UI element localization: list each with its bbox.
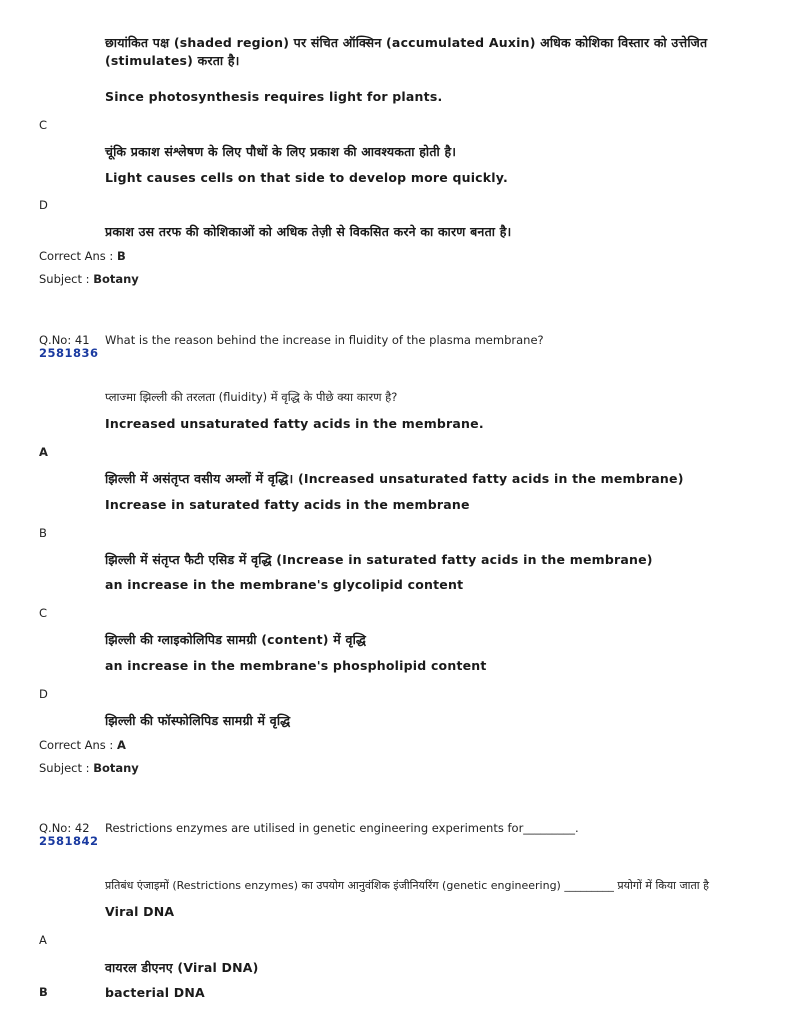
option-b-english: Increase in saturated fatty acids in the membrane: [105, 497, 470, 512]
option-b-hindi: झिल्ली में संतृप्त फैटी एसिड में वृद्धि (Increase in saturated fatty acids in the membrane): [105, 552, 653, 567]
option-a-hindi: झिल्ली में असंतृप्त वसीय अम्लों में वृद्धि। (Increased unsaturated fatty acids in the membrane): [105, 471, 684, 486]
subject-label: Subject :: [39, 272, 90, 286]
subject-value: Botany: [93, 272, 139, 286]
option-a-letter: A: [39, 445, 48, 459]
correct-answer: [39, 249, 126, 263]
option-b-letter: B: [39, 526, 47, 540]
option-c-hindi: झिल्ली की ग्लाइकोलिपिड सामग्री (content) में वृद्धि: [105, 632, 367, 647]
option-b-english: bacterial DNA: [105, 985, 205, 1000]
subject: [39, 272, 139, 286]
option-d-letter: D: [39, 687, 48, 701]
question-text-hindi: प्लाज्मा झिल्ली की तरलता (fluidity) में वृद्धि के पीछे क्या कारण है?: [105, 390, 398, 404]
option-a-english: Viral DNA: [105, 904, 175, 919]
subject: [39, 761, 139, 775]
option-a-letter: A: [39, 933, 47, 947]
correct-answer-label: Correct Ans :: [39, 738, 114, 752]
option-d-letter: D: [39, 198, 48, 212]
correct-answer-value: A: [116, 738, 126, 752]
option-c-letter: C: [39, 118, 48, 132]
question-number: Q.No: 41: [39, 333, 90, 347]
option-b-hindi: छायांकित पक्ष (shaded region) पर संचित ऑक्सिन (accumulated Auxin) अधिक कोशिका विस्तार को उत्तेजित (stimulates) करता है।: [105, 35, 708, 68]
option-d-english: an increase in the membrane's phospholipid content: [105, 658, 487, 673]
option-a-english: Increased unsaturated fatty acids in the membrane.: [105, 416, 484, 431]
question-id: 2581842: [39, 834, 99, 848]
question-text-english: Restrictions enzymes are utilised in genetic engineering experiments for_________.: [105, 821, 579, 835]
question-id: 2581836: [39, 346, 99, 360]
option-c-hindi: चूंकि प्रकाश संश्लेषण के लिए पौधों के लिए प्रकाश की आवश्यकता होती है।: [105, 144, 457, 159]
option-d-english: Light causes cells on that side to develop more quickly.: [105, 170, 508, 185]
question-number: Q.No: 42: [39, 821, 90, 835]
option-b-letter: B: [39, 985, 48, 999]
option-d-hindi: प्रकाश उस तरफ की कोशिकाओं को अधिक तेज़ी से विकसित करने का कारण बनता है।: [105, 224, 512, 239]
option-a-hindi: वायरल डीएनए (Viral DNA): [105, 960, 259, 975]
correct-answer: [39, 738, 126, 752]
subject-value: Botany: [93, 761, 139, 775]
question-text-hindi: प्रतिबंध एंजाइमों (Restrictions enzymes) का उपयोग आनुवंशिक इंजीनियरिंग (genetic engineering) _________ प्रयोगों में किया जाता है: [105, 879, 709, 892]
option-c-english: an increase in the membrane's glycolipid content: [105, 577, 464, 592]
option-c-letter: C: [39, 606, 48, 620]
question-text-english: What is the reason behind the increase in fluidity of the plasma membrane?: [105, 333, 544, 347]
correct-answer-label: Correct Ans :: [39, 249, 114, 263]
option-c-english: Since photosynthesis requires light for plants.: [105, 89, 443, 104]
correct-answer-value: B: [116, 249, 126, 263]
option-d-hindi: झिल्ली की फॉस्फोलिपिड सामग्री में वृद्धि: [105, 713, 291, 728]
subject-label: Subject :: [39, 761, 90, 775]
